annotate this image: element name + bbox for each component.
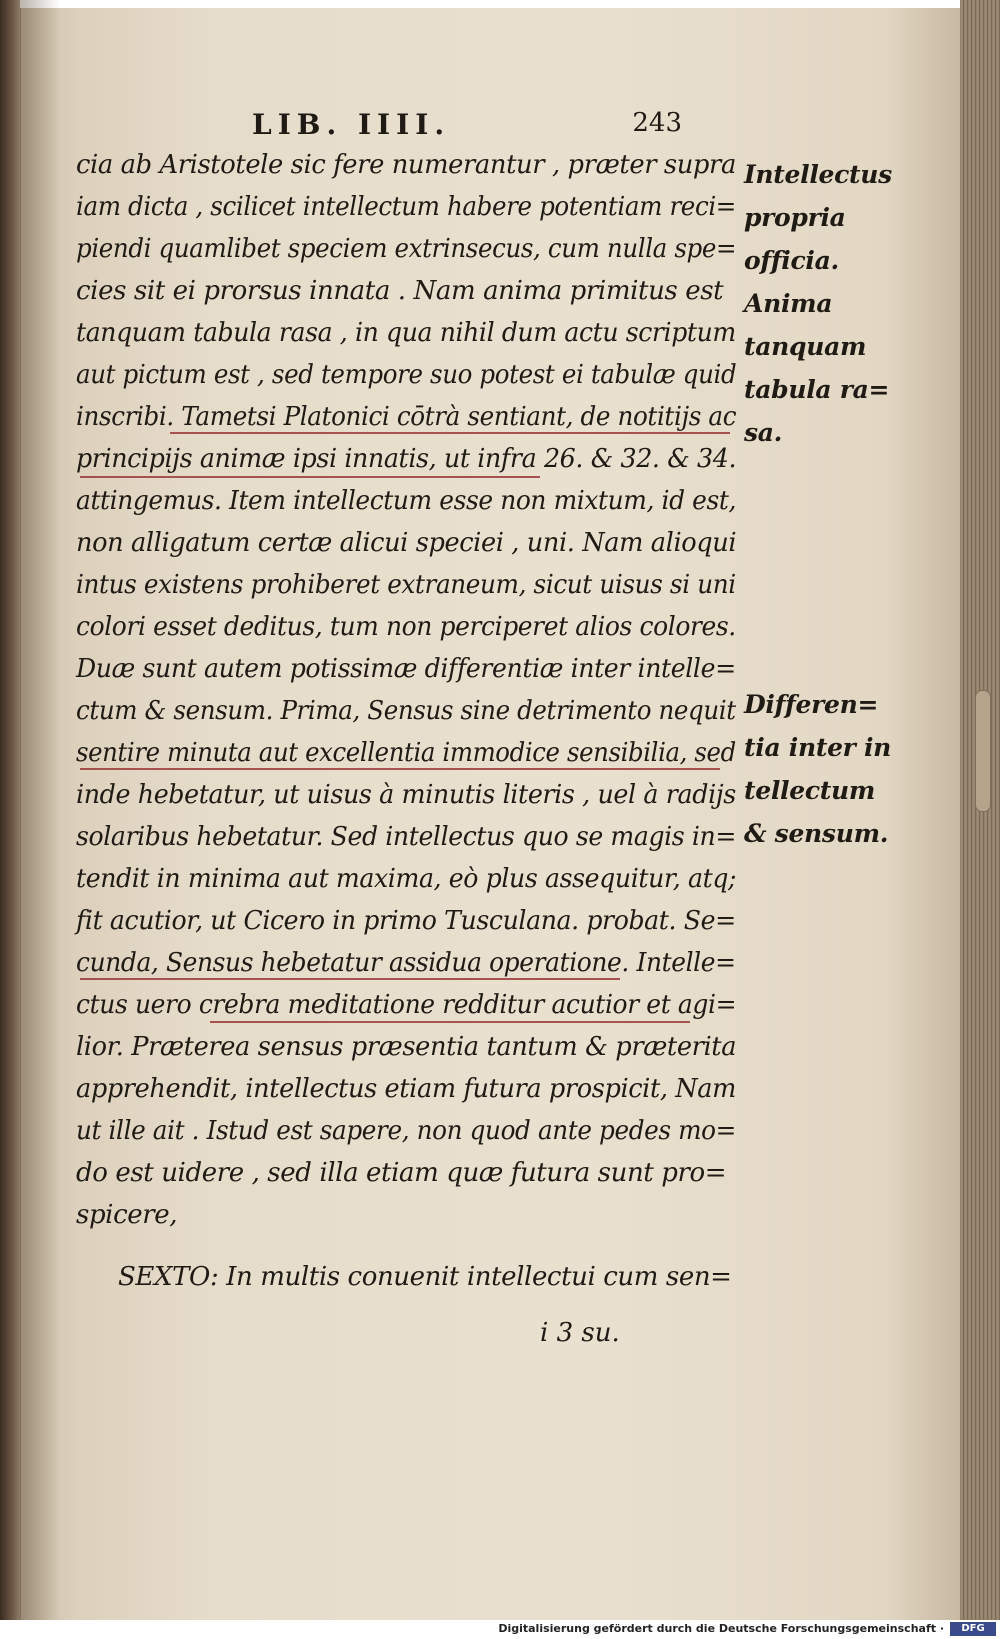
marginal-note: tellectum (744, 776, 876, 805)
text-line: tendit in minima aut maxima, eò plus assequitur, atq; (76, 864, 737, 894)
book-label: LIB. IIII. (252, 108, 451, 141)
text-line-section: SEXTO: In multis conuenit intellectui cum sen= (118, 1262, 732, 1292)
digitization-footer (0, 1620, 1000, 1639)
page-tab (975, 690, 991, 812)
text-line: solaribus hebetatur. Sed intellectus quo se magis in= (76, 822, 737, 852)
page-number: 243 (632, 108, 682, 138)
signature-catchword: i 3 su. (540, 1318, 620, 1348)
marginal-note: tabula ra= (744, 375, 890, 404)
text-line: fit acutior, ut Cicero in primo Tusculana. probat. Se= (76, 906, 736, 936)
text-line: apprehendit, intellectus etiam futura prospicit, Nam (76, 1074, 737, 1104)
marginal-note: Intellectus (744, 160, 892, 189)
text-line: aut pictum est , sed tempore suo potest ei tabulæ quid (76, 360, 737, 390)
marginal-note: & sensum. (744, 819, 889, 848)
marginal-note: officia. (744, 246, 839, 275)
marginal-note: tia inter in (744, 733, 892, 762)
text-line: cies sit ei prorsus innata . Nam anima primitus est (76, 276, 724, 306)
marginal-note: Anima (744, 289, 833, 318)
running-head (252, 108, 682, 144)
text-line: spicere, (76, 1200, 178, 1230)
marginal-note: sa. (744, 418, 783, 447)
text-line: lior. Præterea sensus præsentia tantum & præterita (76, 1032, 737, 1062)
text-line: inscribi. Tametsi Platonici cōtrà sentiant, de notitijs ac (76, 402, 737, 432)
marginal-note: Differen= (744, 690, 879, 719)
funding-credit: Digitalisierung gefördert durch die Deutsche Forschungsgemeinschaft · (498, 1622, 944, 1635)
gutter-shadow (20, 0, 60, 1620)
underline-mark (210, 1021, 690, 1023)
text-line: colori esset deditus, tum non perciperet alios colores. (76, 612, 736, 642)
text-line: iam dicta , scilicet intellectum habere potentiam reci= (76, 192, 736, 222)
book-binding-left (0, 0, 20, 1620)
text-line: principijs animæ ipsi innatis, ut infra 26. & 32. & 34. (76, 444, 737, 474)
text-line: do est uidere , sed illa etiam quæ futura sunt pro= (76, 1158, 727, 1188)
text-line: cia ab Aristotele sic fere numerantur , præter supra (76, 150, 736, 180)
dfg-logo: DFG (950, 1622, 996, 1636)
underline-mark (80, 768, 720, 770)
text-line: inde hebetatur, ut uisus à minutis literis , uel à radijs (76, 780, 736, 810)
underline-mark (170, 432, 730, 434)
text-line: attingemus. Item intellectum esse non mixtum, id est, (76, 486, 736, 516)
text-line: ctus uero crebra meditatione redditur acutior et agi= (76, 990, 737, 1020)
text-line: cunda, Sensus hebetatur assidua operatione. Intelle= (76, 948, 736, 978)
text-line: ctum & sensum. Prima, Sensus sine detrimento nequit (76, 696, 736, 726)
marginal-note: propria (744, 203, 846, 232)
underline-mark (80, 476, 540, 478)
text-line: intus existens prohiberet extraneum, sicut uisus si uni (76, 570, 736, 600)
text-line: ut ille ait . Istud est sapere, non quod ante pedes mo= (76, 1116, 736, 1146)
text-line: non alligatum certæ alicui speciei , uni. Nam alioqui (76, 528, 737, 558)
text-line: piendi quamlibet speciem extrinsecus, cum nulla spe= (76, 234, 737, 264)
text-line: tanquam tabula rasa , in qua nihil dum actu scriptum (76, 318, 736, 348)
underline-mark (80, 978, 620, 980)
marginal-note: tanquam (744, 332, 867, 361)
text-line: Duæ sunt autem potissimæ differentiæ inter intelle= (76, 654, 736, 684)
text-line: sentire minuta aut excellentia immodice sensibilia, sed (76, 738, 736, 768)
